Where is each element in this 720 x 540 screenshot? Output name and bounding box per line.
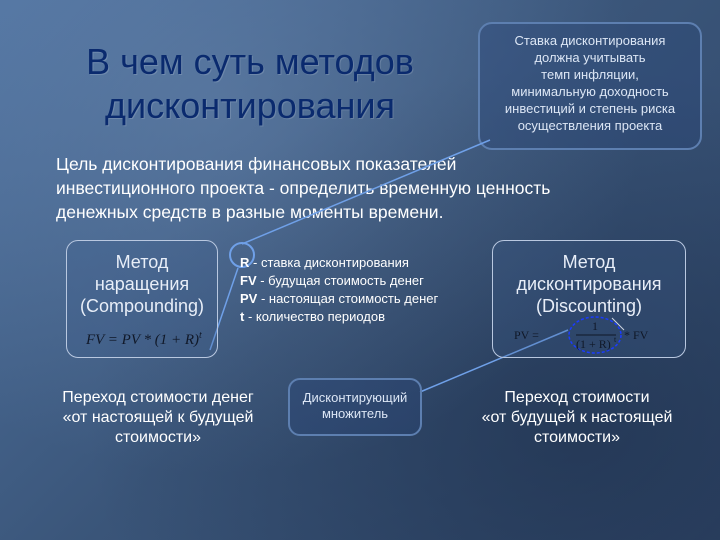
goal-line-3: денежных средств в разные моменты времени.: [56, 202, 444, 222]
discounting-line-3: (Discounting): [535, 296, 643, 316]
future-to-present-text: [460, 388, 694, 448]
bottom-right-line-1: Переход стоимости: [504, 389, 650, 406]
bottom-left-line-2: «от настоящей к будущей: [62, 409, 254, 426]
discount-factor-box: [288, 378, 422, 436]
formula-fv: * FV: [624, 328, 649, 342]
legend-r: R - ставка дисконтирования: [240, 255, 409, 270]
discounting-line-2: дисконтирования: [516, 274, 662, 294]
legend-fv: FV - будущая стоимость денег: [240, 273, 424, 288]
formula-exponent: t: [614, 335, 617, 344]
variable-legend: [240, 254, 480, 326]
title-line-1: В чем суть методов: [86, 41, 414, 82]
discount-factor-line-2: множитель: [321, 406, 389, 421]
formula-pv: PV =: [514, 328, 539, 342]
formula-denominator: (1 + R): [576, 337, 611, 351]
bottom-left-line-3: стоимости»: [114, 429, 202, 446]
bottom-left-line-1: Переход стоимости денег: [62, 389, 254, 406]
callout-line-2: должна учитывать: [534, 50, 646, 65]
compounding-formula-exponent: t: [199, 330, 202, 341]
discounting-formula: [512, 316, 662, 356]
callout-line-1: Ставка дисконтирования: [514, 33, 666, 48]
legend-t: t - количество периодов: [240, 309, 386, 324]
callout-line-4: минимальную доходность: [511, 84, 669, 99]
callout-line-3: темп инфляции,: [541, 67, 639, 82]
compounding-formula: [86, 330, 202, 349]
goal-line-2: инвестиционного проекта - определить временную ценность: [56, 178, 551, 198]
compounding-formula-text: FV = PV * (1 + R): [86, 332, 200, 348]
title-line-2: дисконтирования: [104, 85, 396, 126]
goal-line-1: Цель дисконтирования финансовых показателей: [56, 154, 457, 174]
compounding-line-1: Метод: [115, 252, 169, 272]
present-to-future-text: [40, 388, 276, 448]
discount-factor-line-1: Дисконтирующий: [302, 390, 408, 405]
callout-line-6: осуществления проекта: [517, 118, 663, 133]
callout-line-5: инвестиций и степень риска: [504, 101, 676, 116]
legend-pv: PV - настоящая стоимость денег: [240, 291, 439, 306]
callout-connector: [242, 140, 490, 244]
bottom-right-line-2: «от будущей к настоящей: [481, 409, 673, 426]
formula-numerator: 1: [592, 319, 598, 333]
discounting-line-1: Метод: [562, 252, 616, 272]
compounding-line-3: (Compounding): [79, 296, 205, 316]
bottom-right-line-3: стоимости»: [533, 429, 621, 446]
compounding-line-2: наращения: [94, 274, 190, 294]
